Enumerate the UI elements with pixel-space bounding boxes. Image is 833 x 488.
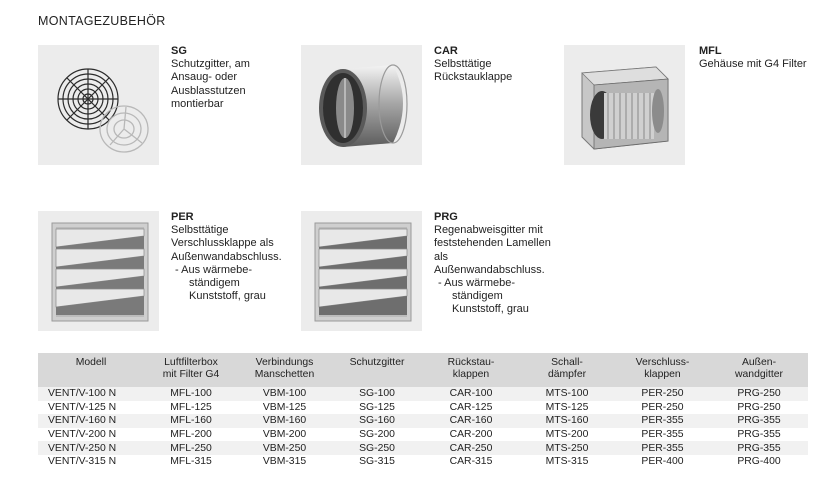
table-cell: SG-250 [331, 441, 423, 455]
prg-text-line: Außenwandabschluss. [434, 263, 545, 276]
prg-code: PRG [434, 211, 458, 223]
per-material-line: Kunststoff, grau [189, 290, 266, 303]
table-cell: MTS-125 [519, 401, 615, 415]
per-description [171, 211, 282, 303]
prg-product-image [301, 211, 422, 331]
sg-code: SG [171, 45, 187, 57]
sg-text-line: Ansaug- oder [171, 71, 238, 84]
table-cell: MTS-250 [519, 441, 615, 455]
table-cell: SG-125 [331, 401, 423, 415]
prg-material-line: Kunststoff, grau [452, 303, 529, 316]
table-cell: MTS-200 [519, 428, 615, 442]
per-code: PER [171, 211, 194, 223]
col-header-verschlussklappen: Verschluss- klappen [615, 353, 710, 387]
table-cell: VENT/V-200 N [38, 428, 144, 442]
mfl-product-image [564, 45, 685, 165]
table-cell: MFL-125 [144, 401, 238, 415]
table-cell: MFL-250 [144, 441, 238, 455]
col-header-schalldaempfer: Schall- dämpfer [519, 353, 615, 387]
prg-text-line: feststehenden Lamellen [434, 237, 551, 250]
table-row [38, 441, 808, 455]
prg-material-note: - Aus wärmebe- [438, 277, 516, 290]
table-cell: PRG-355 [710, 428, 808, 442]
sg-product-image [38, 45, 159, 165]
per-text-line: Verschlussklappe als [171, 237, 274, 250]
table-cell: CAR-125 [423, 401, 519, 415]
col-header-aussenwandgitter: Außen- wandgitter [710, 353, 808, 387]
sg-description [171, 45, 250, 111]
per-product-image [38, 211, 159, 331]
car-text-line: Rückstauklappe [434, 71, 513, 84]
table-cell: PER-355 [615, 428, 710, 442]
table-cell: CAR-100 [423, 387, 519, 401]
mfl-description [699, 45, 807, 71]
sg-text-line: Ausblasstutzen [171, 84, 246, 97]
per-text-line: Selbsttätige [171, 224, 229, 237]
table-row [38, 401, 808, 415]
table-cell: PER-250 [615, 401, 710, 415]
col-header-schutzgitter: Schutzgitter [331, 353, 423, 387]
car-text-line: Selbsttätige [434, 58, 492, 71]
table-cell: VBM-200 [238, 428, 331, 442]
prg-text-line: als [434, 250, 449, 263]
table-cell: PER-355 [615, 441, 710, 455]
table-row [38, 428, 808, 442]
mfl-code: MFL [699, 45, 722, 57]
table-row [38, 414, 808, 428]
table-cell: VENT/V-315 N [38, 455, 144, 469]
col-header-verbindungs: Verbindungs Manschetten [238, 353, 331, 387]
table-row [38, 455, 808, 469]
sg-text-line: Schutzgitter, am [171, 58, 250, 71]
table-cell: VBM-125 [238, 401, 331, 415]
sg-text-line: montierbar [171, 97, 224, 110]
prg-description [434, 211, 551, 317]
car-product-image [301, 45, 422, 165]
table-row [38, 387, 808, 401]
table-cell: VENT/V-125 N [38, 401, 144, 415]
table-cell: VBM-160 [238, 414, 331, 428]
col-header-luftfilterbox: Luftfilterbox mit Filter G4 [144, 353, 238, 387]
page-title: MONTAGEZUBEHÖR [38, 14, 166, 28]
table-cell: SG-200 [331, 428, 423, 442]
table-cell: CAR-250 [423, 441, 519, 455]
table-cell: CAR-160 [423, 414, 519, 428]
table-cell: SG-160 [331, 414, 423, 428]
table-cell: SG-100 [331, 387, 423, 401]
table-cell: PRG-250 [710, 401, 808, 415]
table-cell: PRG-400 [710, 455, 808, 469]
per-text-line: Außenwandabschluss. [171, 250, 282, 263]
table-cell: PRG-355 [710, 414, 808, 428]
col-header-rueckstauklappen: Rückstau- klappen [423, 353, 519, 387]
table-cell: PRG-250 [710, 387, 808, 401]
per-material-line: ständigem [189, 277, 240, 290]
table-cell: PRG-355 [710, 441, 808, 455]
table-cell: MTS-315 [519, 455, 615, 469]
table-body [38, 387, 808, 469]
table-cell: VENT/V-250 N [38, 441, 144, 455]
table-cell: CAR-200 [423, 428, 519, 442]
col-header-modell: Modell [38, 353, 144, 387]
table-cell: MFL-200 [144, 428, 238, 442]
car-description [434, 45, 512, 85]
table-cell: PER-400 [615, 455, 710, 469]
table-header [38, 353, 808, 387]
car-code: CAR [434, 45, 458, 57]
table-cell: VENT/V-100 N [38, 387, 144, 401]
table-cell: VBM-100 [238, 387, 331, 401]
prg-text-line: Regenabweisgitter mit [434, 224, 543, 237]
table-cell: PER-355 [615, 414, 710, 428]
table-cell: MTS-100 [519, 387, 615, 401]
table-cell: CAR-315 [423, 455, 519, 469]
table-cell: VENT/V-160 N [38, 414, 144, 428]
table-cell: MFL-160 [144, 414, 238, 428]
table-cell: PER-250 [615, 387, 710, 401]
accessories-table [38, 353, 808, 469]
prg-material-line: ständigem [452, 290, 503, 303]
table-cell: MFL-315 [144, 455, 238, 469]
table-cell: MFL-100 [144, 387, 238, 401]
per-material-note: - Aus wärmebe- [175, 263, 253, 276]
table-cell: VBM-315 [238, 455, 331, 469]
mfl-text-line: Gehäuse mit G4 Filter [699, 58, 807, 71]
table-cell: SG-315 [331, 455, 423, 469]
table-cell: MTS-160 [519, 414, 615, 428]
table-cell: VBM-250 [238, 441, 331, 455]
